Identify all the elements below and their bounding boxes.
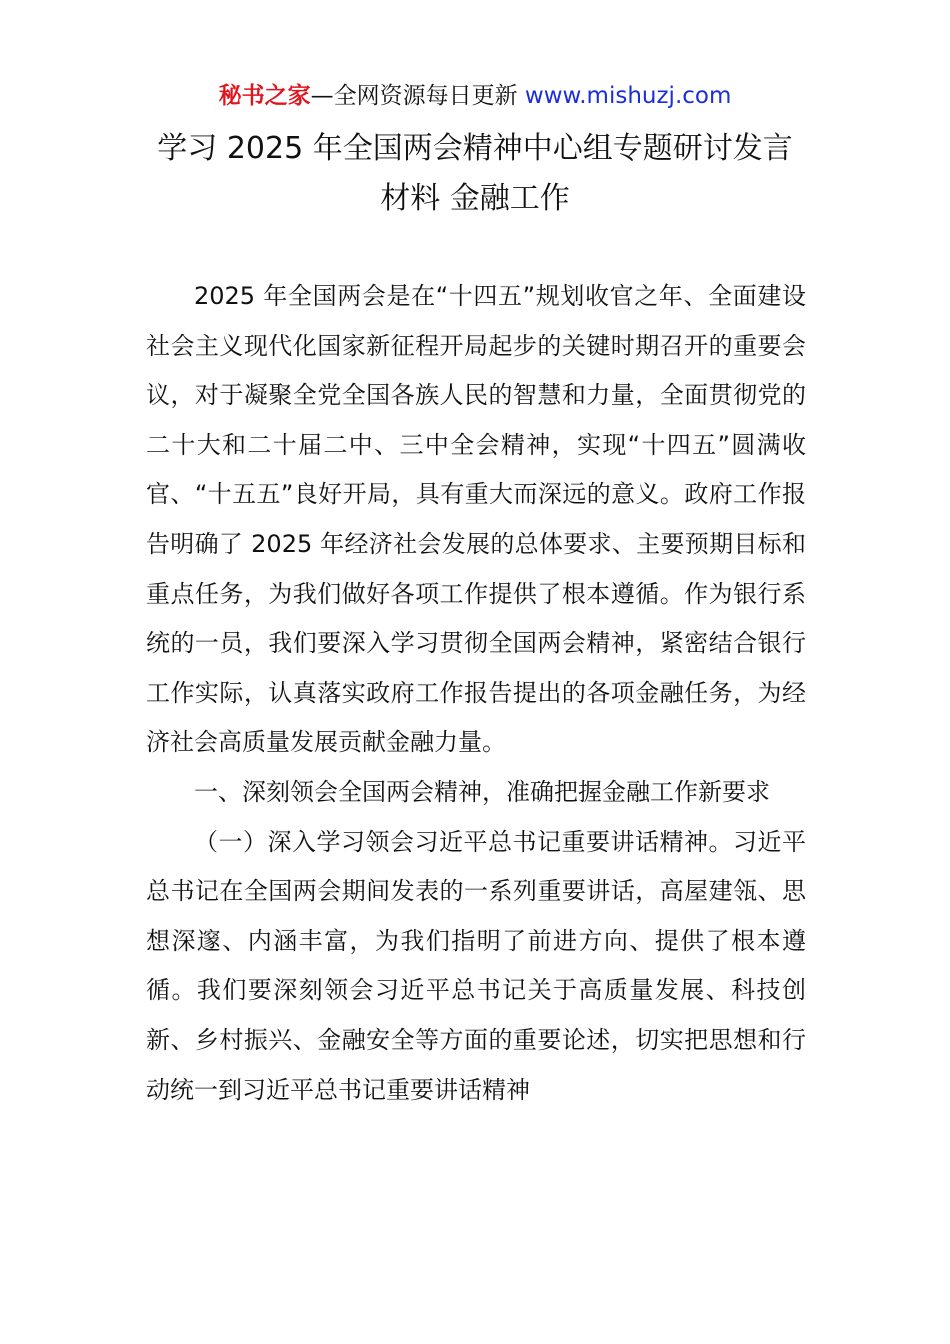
document-title: [120, 124, 830, 224]
site-tagline: —全网资源每日更新: [310, 83, 525, 109]
document-body: [146, 272, 806, 1115]
site-brand: 秘书之家: [218, 83, 311, 109]
site-url-link[interactable]: www.mishuzj.com: [524, 83, 732, 109]
paragraph-intro: 2025 年全国两会是在“十四五”规划收官之年、全面建设社会主义现代化国家新征程开局起步的关键时期召开的重要会议，对于凝聚全党全国各族人民的智慧和力量，全面贯彻党的二十大和二十届二中、三中全会精神，实现“十四五”圆满收官、“十五五”良好开局，具有重大而深远的意义。政府工作报告明确了 2025 年经济社会发展的总体要求、主要预期目标和重点任务，为我们做好各项工作提供了根本遵循。作为银行系统的一员，我们要深入学习贯彻全国两会精神，紧密结合银行工作实际，认真落实政府工作报告提出的各项金融任务，为经济社会高质量发展贡献金融力量。: [146, 282, 806, 757]
document-title-line-1: 学习 2025 年全国两会精神中心组专题研讨发言: [157, 131, 793, 166]
paragraph-subsection-1: （一）深入学习领会习近平总书记重要讲话精神。习近平总书记在全国两会期间发表的一系列重要讲话，高屋建瓴、思想深邃、内涵丰富，为我们指明了前进方向、提供了根本遵循。我们要深刻领会习近平总书记关于高质量发展、科技创新、乡村振兴、金融安全等方面的重要论述，切实把思想和行动统一到习近平总书记重要讲话精神: [146, 827, 806, 1104]
section-heading-1: 一、深刻领会全国两会精神，准确把握金融工作新要求: [194, 777, 770, 806]
site-header: [0, 80, 950, 112]
document-title-line-2: 材料 金融工作: [380, 181, 570, 216]
